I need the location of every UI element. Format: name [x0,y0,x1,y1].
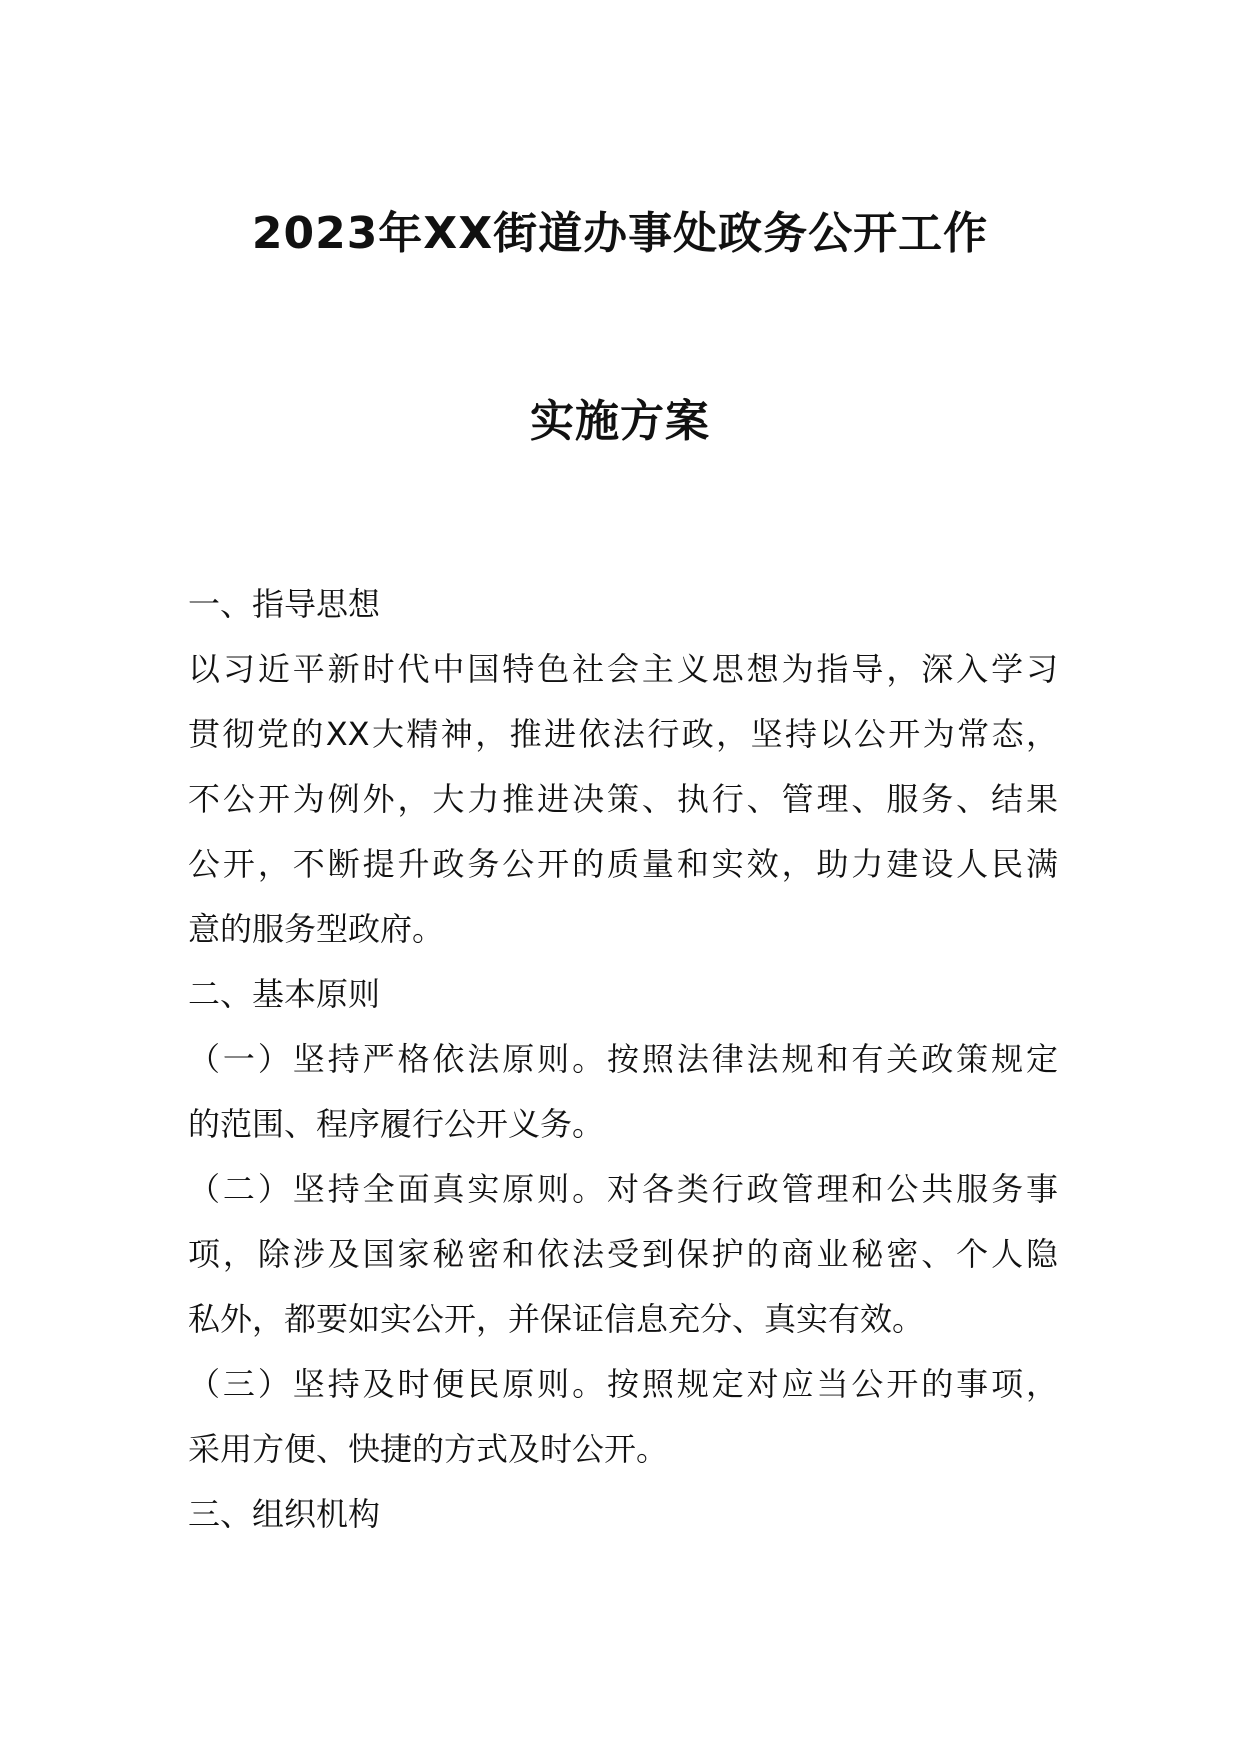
paragraph-line: （一）坚持严格依法原则。按照法律法规和有关政策规定 [188,1040,1058,1078]
section-heading-guiding-ideology: 一、指导思想 [188,585,381,623]
paragraph-line: 项，除涉及国家秘密和依法受到保护的商业秘密、个人隐 [188,1235,1058,1273]
paragraph-line: 私外，都要如实公开，并保证信息充分、真实有效。 [188,1300,925,1338]
paragraph-line: 的范围、程序履行公开义务。 [188,1105,605,1143]
document-body [188,572,1058,1547]
section-heading-basic-principles: 二、基本原则 [188,975,381,1013]
section-heading-organization: 三、组织机构 [188,1495,381,1533]
paragraph-line: （三）坚持及时便民原则。按照规定对应当公开的事项， [188,1365,1058,1403]
document-title-line-1: 2023年XX街道办事处政务公开工作 [251,208,989,259]
paragraph-line: 贯彻党的XX大精神，推进依法行政，坚持以公开为常态， [188,715,1058,753]
paragraph-line: 意的服务型政府。 [188,910,445,948]
paragraph-line: 不公开为例外，大力推进决策、执行、管理、服务、结果 [188,780,1058,818]
paragraph-line: 以习近平新时代中国特色社会主义思想为指导，深入学习 [188,650,1058,688]
paragraph-line: 公开，不断提升政务公开的质量和实效，助力建设人民满 [188,845,1058,883]
paragraph-line: 采用方便、快捷的方式及时公开。 [188,1430,669,1468]
paragraph-line: （二）坚持全面真实原则。对各类行政管理和公共服务事 [188,1170,1058,1208]
document-title-line-2: 实施方案 [530,396,710,447]
